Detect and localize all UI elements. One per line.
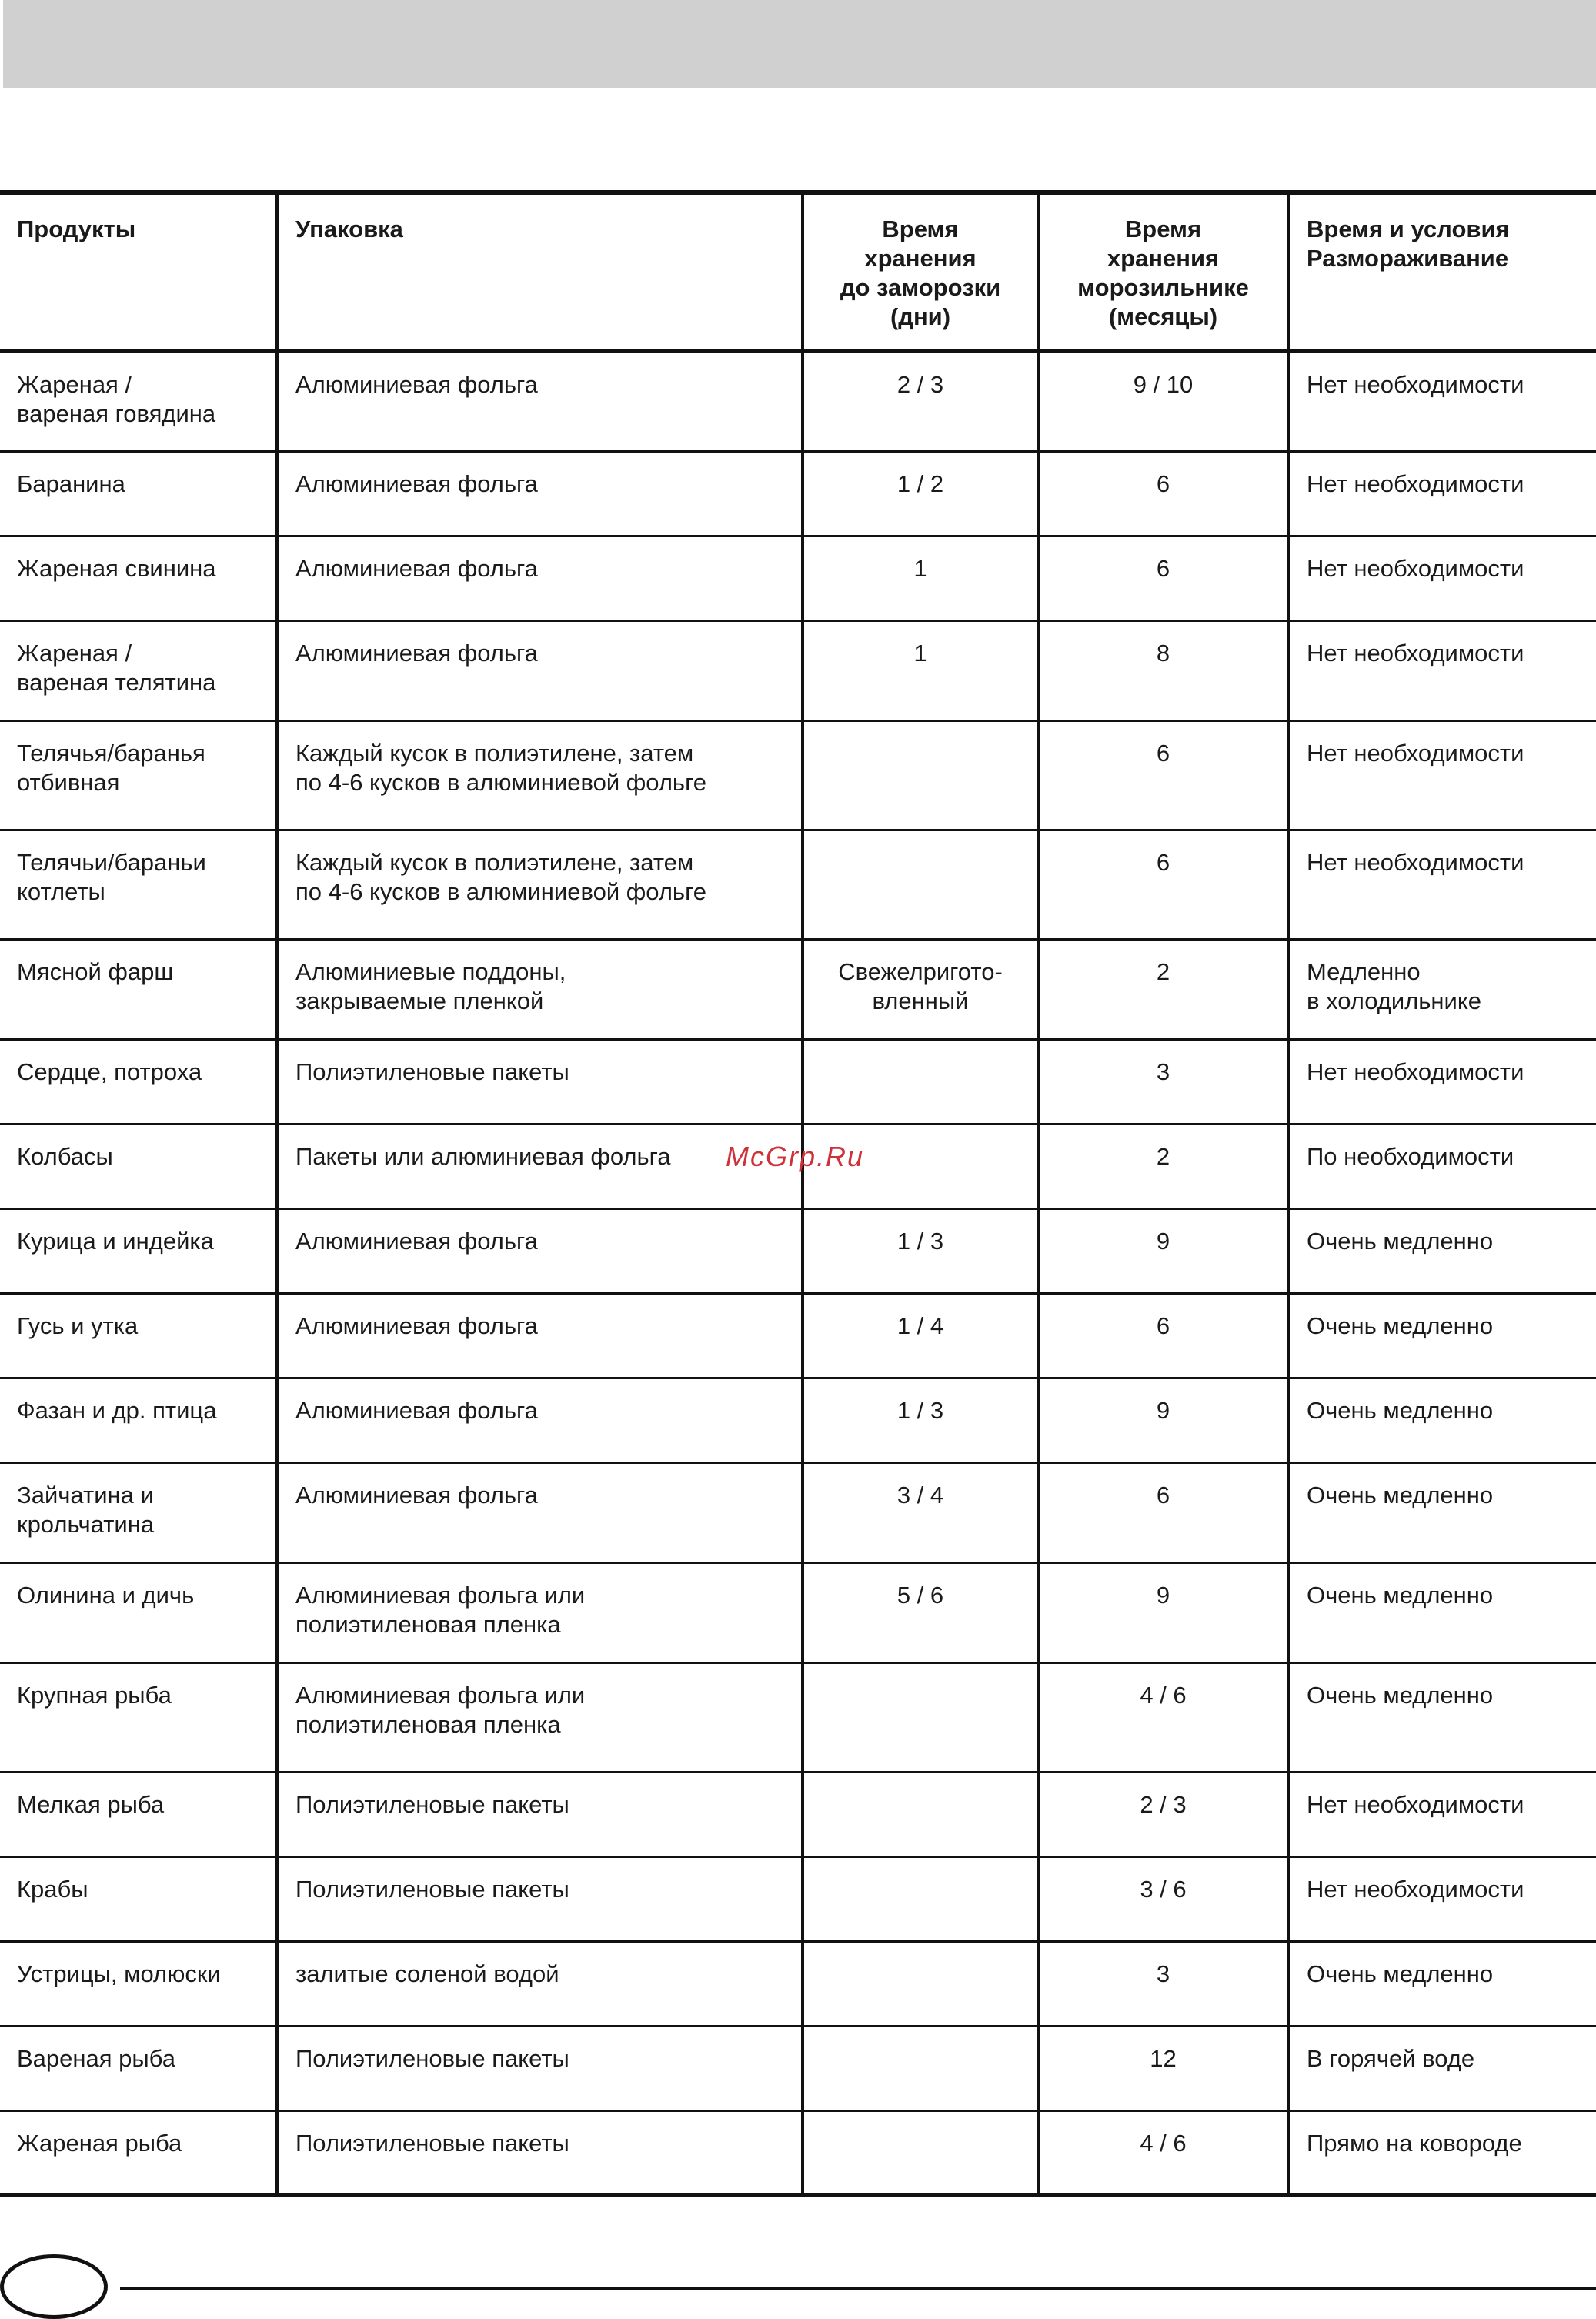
cell-months: 12 bbox=[1038, 2026, 1288, 2110]
cell-months: 6 bbox=[1038, 1293, 1288, 1378]
cell-thaw: Очень медленно bbox=[1288, 1378, 1596, 1462]
cell-days: 5 / 6 bbox=[803, 1562, 1038, 1662]
cell-days bbox=[803, 1039, 1038, 1124]
watermark: McGrp.Ru bbox=[726, 1141, 865, 1172]
cell-days: 1 bbox=[803, 620, 1038, 720]
cell-days: 3 / 4 bbox=[803, 1462, 1038, 1562]
cell-packaging: Алюминиевая фольга bbox=[277, 536, 803, 620]
cell-months: 4 / 6 bbox=[1038, 2110, 1288, 2195]
cell-thaw: Нет необходимости bbox=[1288, 351, 1596, 451]
cell-product: Колбасы bbox=[0, 1124, 277, 1208]
cell-product: Крабы bbox=[0, 1856, 277, 1941]
cell-packaging: Алюминиевая фольга bbox=[277, 1378, 803, 1462]
cell-months: 4 / 6 bbox=[1038, 1662, 1288, 1772]
cell-thaw: Очень медленно bbox=[1288, 1208, 1596, 1293]
table-row bbox=[0, 830, 1596, 939]
footer-rule bbox=[120, 2287, 1596, 2290]
cell-days bbox=[803, 720, 1038, 830]
cell-packaging: Алюминиевые поддоны, закрываемые пленкой bbox=[277, 939, 803, 1039]
cell-packaging: Полиэтиленовые пакеты bbox=[277, 1039, 803, 1124]
cell-months: 9 bbox=[1038, 1562, 1288, 1662]
cell-months: 9 / 10 bbox=[1038, 351, 1288, 451]
table-row bbox=[0, 1941, 1596, 2026]
cell-product: Жареная / вареная телятина bbox=[0, 620, 277, 720]
cell-packaging: Алюминиевая фольга bbox=[277, 1293, 803, 1378]
cell-thaw: По необходимости bbox=[1288, 1124, 1596, 1208]
cell-days: 1 / 3 bbox=[803, 1378, 1038, 1462]
cell-months: 2 / 3 bbox=[1038, 1772, 1288, 1856]
table-row bbox=[0, 2026, 1596, 2110]
cell-days bbox=[803, 2110, 1038, 2195]
column-header-days: Время хранения до заморозки (дни) bbox=[803, 192, 1038, 351]
column-header-product: Продукты bbox=[0, 192, 277, 351]
cell-days bbox=[803, 2026, 1038, 2110]
page-number-oval bbox=[0, 2254, 108, 2319]
cell-product: Мясной фарш bbox=[0, 939, 277, 1039]
cell-days: Свежелригото- вленный bbox=[803, 939, 1038, 1039]
table-row bbox=[0, 1378, 1596, 1462]
cell-packaging: Полиэтиленовые пакеты bbox=[277, 2110, 803, 2195]
cell-thaw: Нет необходимости bbox=[1288, 1772, 1596, 1856]
cell-months: 3 bbox=[1038, 1039, 1288, 1124]
column-header-packaging: Упаковка bbox=[277, 192, 803, 351]
cell-packaging: Алюминиевая фольга bbox=[277, 351, 803, 451]
cell-product: Мелкая рыба bbox=[0, 1772, 277, 1856]
cell-months: 3 bbox=[1038, 1941, 1288, 2026]
cell-months: 3 / 6 bbox=[1038, 1856, 1288, 1941]
cell-thaw: Нет необходимости bbox=[1288, 830, 1596, 939]
cell-product: Крупная рыба bbox=[0, 1662, 277, 1772]
cell-thaw: Очень медленно bbox=[1288, 1662, 1596, 1772]
cell-thaw: Медленно в холодильнике bbox=[1288, 939, 1596, 1039]
cell-days bbox=[803, 1662, 1038, 1772]
table-row bbox=[0, 720, 1596, 830]
cell-product: Вареная рыба bbox=[0, 2026, 277, 2110]
cell-product: Сердце, потроха bbox=[0, 1039, 277, 1124]
table-body bbox=[0, 351, 1596, 2195]
cell-product: Курица и индейка bbox=[0, 1208, 277, 1293]
table-row bbox=[0, 1039, 1596, 1124]
cell-product: Баранина bbox=[0, 451, 277, 536]
table-row bbox=[0, 620, 1596, 720]
cell-packaging: Полиэтиленовые пакеты bbox=[277, 1856, 803, 1941]
table-row bbox=[0, 2110, 1596, 2195]
cell-packaging: Пакеты или алюминиевая фольга bbox=[277, 1124, 803, 1208]
cell-packaging: Алюминиевая фольга bbox=[277, 1462, 803, 1562]
table-row bbox=[0, 351, 1596, 451]
header-band bbox=[3, 0, 1596, 88]
cell-months: 6 bbox=[1038, 451, 1288, 536]
cell-months: 6 bbox=[1038, 1462, 1288, 1562]
cell-packaging: Полиэтиленовые пакеты bbox=[277, 2026, 803, 2110]
cell-product: Фазан и др. птица bbox=[0, 1378, 277, 1462]
cell-months: 8 bbox=[1038, 620, 1288, 720]
cell-months: 9 bbox=[1038, 1208, 1288, 1293]
cell-thaw: Очень медленно bbox=[1288, 1293, 1596, 1378]
cell-thaw: Нет необходимости bbox=[1288, 720, 1596, 830]
cell-packaging: залитые соленой водой bbox=[277, 1941, 803, 2026]
cell-packaging: Алюминиевая фольга bbox=[277, 620, 803, 720]
cell-packaging: Алюминиевая фольга bbox=[277, 451, 803, 536]
cell-thaw: Нет необходимости bbox=[1288, 1039, 1596, 1124]
cell-days bbox=[803, 1772, 1038, 1856]
cell-thaw: Нет необходимости bbox=[1288, 1856, 1596, 1941]
cell-packaging: Каждый кусок в полиэтилене, затем по 4-6 кусков в алюминиевой фольге bbox=[277, 830, 803, 939]
cell-days: 1 / 2 bbox=[803, 451, 1038, 536]
cell-product: Телячьи/бараньи котлеты bbox=[0, 830, 277, 939]
cell-thaw: Нет необходимости bbox=[1288, 620, 1596, 720]
cell-days: 1 / 3 bbox=[803, 1208, 1038, 1293]
storage-table bbox=[0, 190, 1596, 2197]
table-row bbox=[0, 1293, 1596, 1378]
cell-product: Жареная свинина bbox=[0, 536, 277, 620]
cell-product: Жареная рыба bbox=[0, 2110, 277, 2195]
cell-product: Зайчатина и крольчатина bbox=[0, 1462, 277, 1562]
cell-product: Устрицы, молюски bbox=[0, 1941, 277, 2026]
cell-product: Олинина и дичь bbox=[0, 1562, 277, 1662]
cell-thaw: Нет необходимости bbox=[1288, 451, 1596, 536]
cell-thaw: Очень медленно bbox=[1288, 1941, 1596, 2026]
column-header-months: Время хранения морозильнике (месяцы) bbox=[1038, 192, 1288, 351]
cell-packaging: Каждый кусок в полиэтилене, затем по 4-6 кусков в алюминиевой фольге bbox=[277, 720, 803, 830]
table-row bbox=[0, 1662, 1596, 1772]
cell-thaw: В горячей воде bbox=[1288, 2026, 1596, 2110]
cell-days: 1 / 4 bbox=[803, 1293, 1038, 1378]
table-row bbox=[0, 1208, 1596, 1293]
cell-months: 2 bbox=[1038, 939, 1288, 1039]
table-row bbox=[0, 939, 1596, 1039]
cell-product: Гусь и утка bbox=[0, 1293, 277, 1378]
cell-product: Телячья/баранья отбивная bbox=[0, 720, 277, 830]
cell-packaging: Алюминиевая фольга или полиэтиленовая пленка bbox=[277, 1562, 803, 1662]
cell-months: 9 bbox=[1038, 1378, 1288, 1462]
table-row bbox=[0, 451, 1596, 536]
cell-packaging: Алюминиевая фольга или полиэтиленовая пленка bbox=[277, 1662, 803, 1772]
cell-months: 6 bbox=[1038, 830, 1288, 939]
cell-thaw: Прямо на ковороде bbox=[1288, 2110, 1596, 2195]
column-header-thaw: Время и условия Размораживание bbox=[1288, 192, 1596, 351]
cell-days: 2 / 3 bbox=[803, 351, 1038, 451]
table-row bbox=[0, 1462, 1596, 1562]
cell-days bbox=[803, 830, 1038, 939]
cell-months: 6 bbox=[1038, 536, 1288, 620]
table-row bbox=[0, 1772, 1596, 1856]
cell-days: 1 bbox=[803, 536, 1038, 620]
cell-days bbox=[803, 1856, 1038, 1941]
cell-months: 6 bbox=[1038, 720, 1288, 830]
cell-thaw: Очень медленно bbox=[1288, 1462, 1596, 1562]
table-row bbox=[0, 1856, 1596, 1941]
cell-months: 2 bbox=[1038, 1124, 1288, 1208]
cell-packaging: Полиэтиленовые пакеты bbox=[277, 1772, 803, 1856]
table-header bbox=[0, 192, 1596, 351]
cell-packaging: Алюминиевая фольга bbox=[277, 1208, 803, 1293]
cell-thaw: Нет необходимости bbox=[1288, 536, 1596, 620]
cell-thaw: Очень медленно bbox=[1288, 1562, 1596, 1662]
table-row bbox=[0, 536, 1596, 620]
cell-product: Жареная / вареная говядина bbox=[0, 351, 277, 451]
table-row bbox=[0, 1562, 1596, 1662]
cell-days bbox=[803, 1941, 1038, 2026]
